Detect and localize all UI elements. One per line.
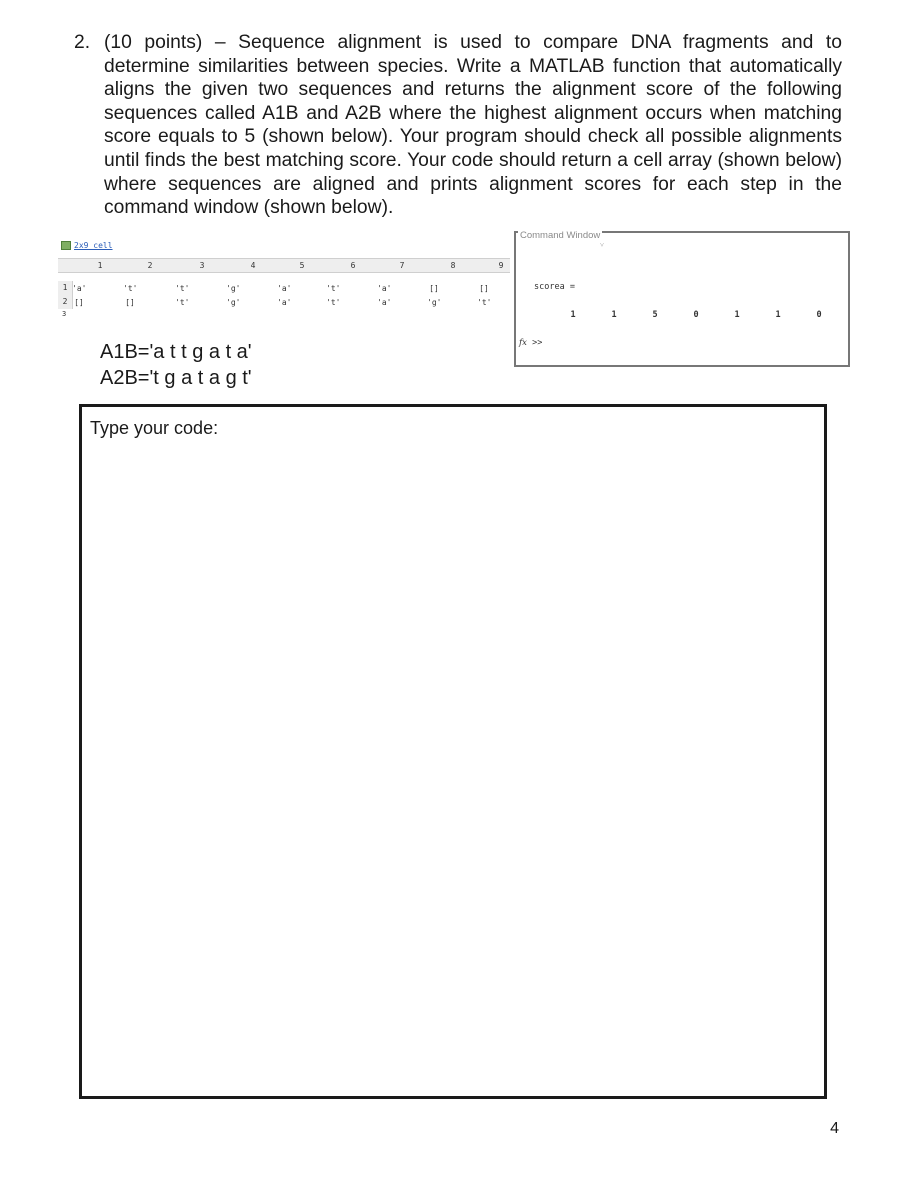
table-cell[interactable]: [] [429, 284, 439, 293]
column-header-row [58, 258, 510, 273]
command-window[interactable] [514, 231, 850, 367]
table-cell[interactable]: [] [479, 284, 489, 293]
column-header: 7 [399, 261, 405, 270]
score-value: 1 [734, 310, 740, 320]
table-cell[interactable]: 't' [326, 284, 341, 293]
page-number: 4 [830, 1120, 839, 1137]
score-value: 0 [693, 310, 699, 320]
sequence-a1b: A1B='a t t g a t a' [100, 341, 252, 363]
row-header: 1 [58, 281, 73, 295]
score-value: 1 [570, 310, 576, 320]
table-cell[interactable]: 't' [123, 284, 138, 293]
score-value: 1 [611, 310, 617, 320]
column-header: 5 [299, 261, 305, 270]
variable-editor-title: 2x9 cell [61, 241, 113, 250]
table-row [58, 295, 510, 309]
question-text: (10 points) – Sequence alignment is used to compare DNA fragments and to determine similarities between species. Write a MATLAB function that automatically aligns the given two sequences and returns the alignment score of the following sequences called A1B and A2B where the highest alignment occurs when matching score equals to 5 (shown below). Your program should check all possible alignments until finds the best matching score. Your code should return a cell array (shown below) where sequences are aligned and prints alignment scores for each step in the command window (shown below). [104, 32, 842, 219]
table-cell[interactable]: 'a' [72, 284, 87, 293]
table-cell[interactable]: 't' [326, 298, 341, 307]
column-header: 2 [147, 261, 153, 270]
table-cell[interactable]: 'a' [277, 298, 292, 307]
answer-box-label: Type your code: [90, 418, 219, 438]
table-cell[interactable]: 't' [175, 298, 190, 307]
table-cell[interactable]: 'a' [377, 298, 392, 307]
table-row [58, 281, 510, 295]
column-header: 1 [97, 261, 103, 270]
row-header: 2 [58, 295, 73, 309]
table-cell[interactable]: 'a' [277, 284, 292, 293]
column-header: 6 [350, 261, 356, 270]
output-variable-line: scorea = [534, 282, 575, 292]
row-header: 3 [62, 310, 67, 318]
table-cell[interactable]: 'g' [427, 298, 442, 307]
score-value: 1 [775, 310, 781, 320]
table-cell[interactable]: [] [125, 298, 135, 307]
column-header: 3 [199, 261, 205, 270]
answer-box[interactable] [79, 404, 827, 1099]
question-number: 2. [74, 32, 91, 53]
table-cell[interactable]: [] [74, 298, 84, 307]
question [74, 31, 842, 220]
table-cell[interactable]: 't' [175, 284, 190, 293]
column-header: 4 [250, 261, 256, 270]
score-value: 5 [652, 310, 658, 320]
variable-editor-figure [58, 236, 510, 322]
sequence-definitions [100, 339, 252, 391]
command-window-title: Command Window [520, 230, 601, 241]
score-value: 0 [816, 310, 822, 320]
table-cell[interactable]: 'g' [226, 284, 241, 293]
cell-array-icon [61, 241, 71, 250]
command-prompt[interactable] [519, 338, 542, 348]
prompt-symbol: >> [532, 338, 543, 348]
score-values [516, 310, 846, 322]
sequence-a2b: A2B='t g a t a g t' [100, 367, 252, 389]
column-header: 8 [450, 261, 456, 270]
chevron-down-icon[interactable]: ˅ [600, 241, 604, 249]
table-cell[interactable]: 'a' [377, 284, 392, 293]
table-cell[interactable]: 't' [477, 298, 492, 307]
column-header: 9 [498, 261, 504, 270]
function-icon[interactable]: fx [519, 338, 527, 348]
table-cell[interactable]: 'g' [226, 298, 241, 307]
